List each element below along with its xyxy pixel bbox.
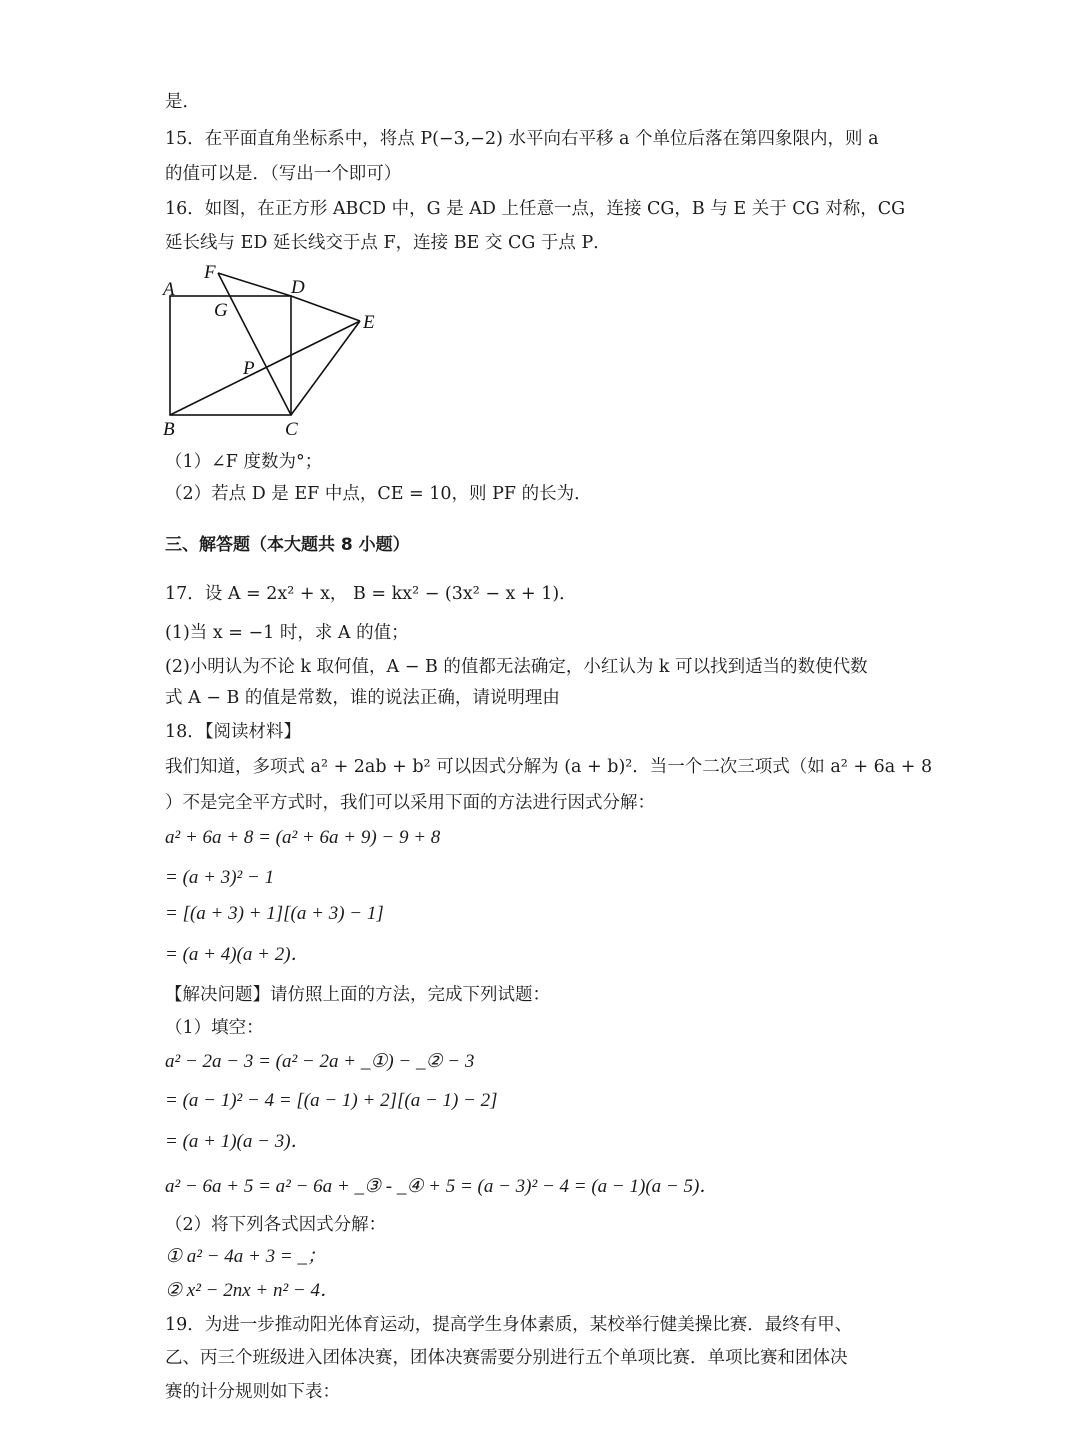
q18-fill-title: （1）填空：	[165, 1018, 264, 1038]
label-a: A	[163, 279, 175, 300]
q18-eq2: = (a + 3)² − 1	[165, 867, 275, 888]
label-b: B	[163, 419, 175, 440]
q18-fill-eq4: a² − 6a + 5 = a² − 6a + _③ - _④ + 5 = (a − 3)² − 4 = (a − 1)(a − 5)．	[165, 1176, 719, 1197]
segment-ec	[291, 321, 360, 415]
q16-geometry-figure	[160, 260, 390, 445]
section-3-title: 三、解答题（本大题共 8 小题）	[165, 535, 410, 555]
label-e: E	[363, 312, 375, 333]
q18-factor-title: （2）将下列各式因式分解：	[165, 1215, 387, 1235]
q18-fill-eq2: = (a − 1)² − 4 = [(a − 1) + 2][(a − 1) − 2]	[165, 1090, 498, 1111]
label-c: C	[285, 419, 298, 440]
q15-line1: 15．在平面直角坐标系中，将点 P(−3,−2) 水平向右平移 a 个单位后落在第四象限内，则 a	[165, 129, 879, 149]
q14-tail: 是．	[165, 92, 200, 112]
square-abcd	[170, 296, 291, 415]
segment-fc	[218, 273, 291, 415]
q17-line1: 17．设 A = 2x² + x， B = kx² − (3x² − x + 1)．	[165, 584, 577, 604]
q18-eq4: = (a + 4)(a + 2)．	[165, 944, 310, 965]
q17-part2-line1: (2)小明认为不论 k 取何值，A − B 的值都无法确定，小红认为 k 可以找到适当的数使代数	[165, 657, 868, 677]
label-f: F	[204, 262, 216, 283]
segment-fd	[218, 273, 291, 296]
q19-line2: 乙、丙三个班级进入团体决赛，团体决赛需要分别进行五个单项比赛．单项比赛和团体决	[165, 1348, 848, 1368]
q18-solve-intro: 【解决问题】请仿照上面的方法，完成下列试题：	[165, 985, 550, 1005]
segment-de	[291, 296, 360, 321]
label-g: G	[214, 300, 228, 321]
q18-factor-1: ① a² − 4a + 3 = _；	[165, 1246, 326, 1267]
q18-fill-eq1: a² − 2a − 3 = (a² − 2a + _①) − _② − 3	[165, 1051, 475, 1072]
label-d: D	[291, 277, 305, 298]
q18-title: 18．【阅读材料】	[165, 722, 302, 742]
q19-line3: 赛的计分规则如下表：	[165, 1382, 340, 1402]
q17-part1: (1)当 x = −1 时，求 A 的值；	[165, 623, 409, 643]
q16-line2: 延长线与 ED 延长线交于点 F，连接 BE 交 CG 于点 P．	[165, 233, 611, 253]
q18-eq3: = [(a + 3) + 1][(a + 3) − 1]	[165, 903, 384, 924]
q16-sub2: （2）若点 D 是 EF 中点，CE = 10，则 PF 的长为．	[165, 484, 592, 504]
q18-eq1: a² + 6a + 8 = (a² + 6a + 9) − 9 + 8	[165, 827, 441, 848]
q18-intro-line2: ）不是完全平方式时，我们可以采用下面的方法进行因式分解：	[165, 793, 655, 813]
q18-intro-line1: 我们知道，多项式 a² + 2ab + b² 可以因式分解为 (a + b)²．当一个二次三项式（如 a² + 6a + 8	[165, 757, 933, 777]
q14-tail-text: 是	[165, 92, 183, 112]
segment-be	[170, 321, 360, 415]
label-p: P	[243, 358, 255, 379]
q18-factor-2: ② x² − 2nx + n² − 4．	[165, 1280, 340, 1301]
q15-line2: 的值可以是．（写出一个即可）	[165, 164, 402, 184]
q18-fill-eq3: = (a + 1)(a − 3)．	[165, 1131, 310, 1152]
q17-part2-line2: 式 A − B 的值是常数，谁的说法正确，请说明理由	[165, 688, 560, 708]
q16-line1: 16．如图，在正方形 ABCD 中，G 是 AD 上任意一点，连接 CG，B 与 E 关于 CG 对称，CG	[165, 199, 906, 219]
q19-line1: 19．为进一步推动阳光体育运动，提高学生身体素质，某校举行健美操比赛．最终有甲、	[165, 1315, 853, 1335]
q16-sub1: （1）∠F 度数为°；	[165, 452, 323, 472]
